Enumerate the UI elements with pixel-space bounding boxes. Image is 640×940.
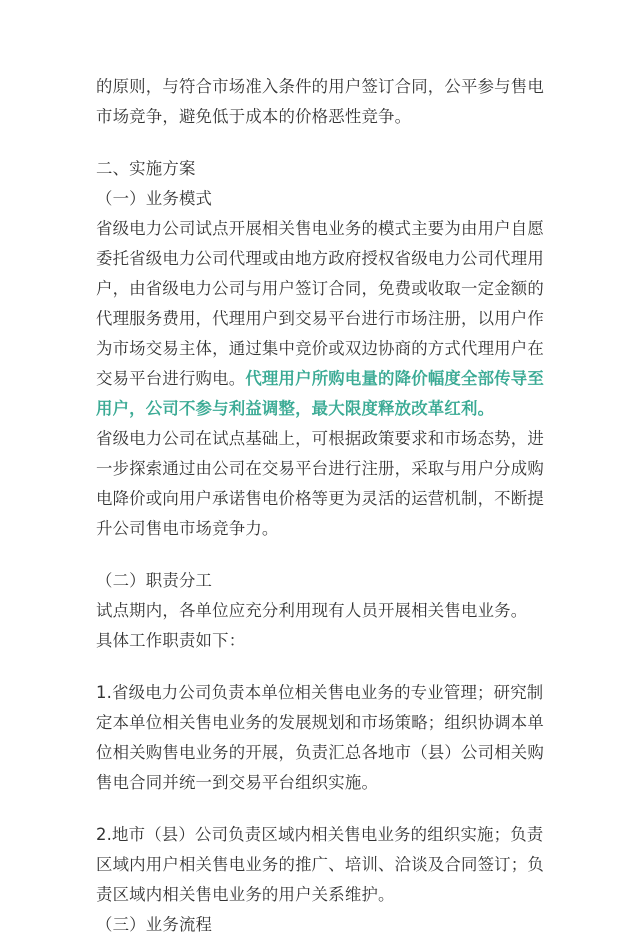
business-model-paragraph	[96, 214, 544, 424]
section-heading: 二、实施方案	[96, 159, 196, 178]
duty-item-1: 1.省级电力公司负责本单位相关售电业务的专业管理；研究制定本单位相关售电业务的发展规划和市场策略；组织协调本单位相关购售电业务的开展，负责汇总各地市（县）公司相关购售电合同并统一到交易平台组织实施。	[96, 683, 544, 792]
spacer	[96, 656, 544, 678]
intro-paragraph: 的原则，与符合市场准入条件的用户签订合同，公平参与售电市场竞争，避免低于成本的价格恶性竞争。	[96, 77, 544, 126]
highlighted-text: 代理用户所购电量的降价幅度全部传导至用户，公司不参与利益调整，最大限度释放改革红利。	[96, 369, 544, 418]
business-model-paragraph-2: 省级电力公司在试点基础上，可根据政策要求和市场态势，进一步探索通过由公司在交易平台进行注册，采取与用户分成购电降价或向用户承诺售电价格等更为灵活的运营机制，不断提升公司售电市场竞争力。	[96, 429, 544, 538]
subsection-heading-business-model: （一）业务模式	[96, 189, 213, 208]
subsection-heading-duties: （二）职责分工	[96, 571, 213, 590]
spacer	[96, 544, 544, 566]
subsection-heading-process: （三）业务流程	[96, 915, 213, 934]
spacer	[96, 132, 544, 154]
duties-paragraph-2: 具体工作职责如下：	[96, 631, 246, 650]
duty-item-2: 2.地市（县）公司负责区域内相关售电业务的组织实施；负责区域内用户相关售电业务的推广、培训、洽谈及合同签订；负责区域内相关售电业务的用户关系维护。	[96, 825, 544, 904]
duties-paragraph-1: 试点期内，各单位应充分利用现有人员开展相关售电业务。	[96, 601, 528, 620]
spacer	[96, 798, 544, 820]
business-model-text: 省级电力公司试点开展相关售电业务的模式主要为由用户自愿委托省级电力公司代理或由地方政府授权省级电力公司代理用户，由省级电力公司与用户签订合同，免费或收取一定金额的代理服务费用，代理用户到交易平台进行市场注册，以用户作为市场交易主体，通过集中竞价或双边协商的方式代理用户在交易平台进行购电。	[96, 219, 544, 388]
